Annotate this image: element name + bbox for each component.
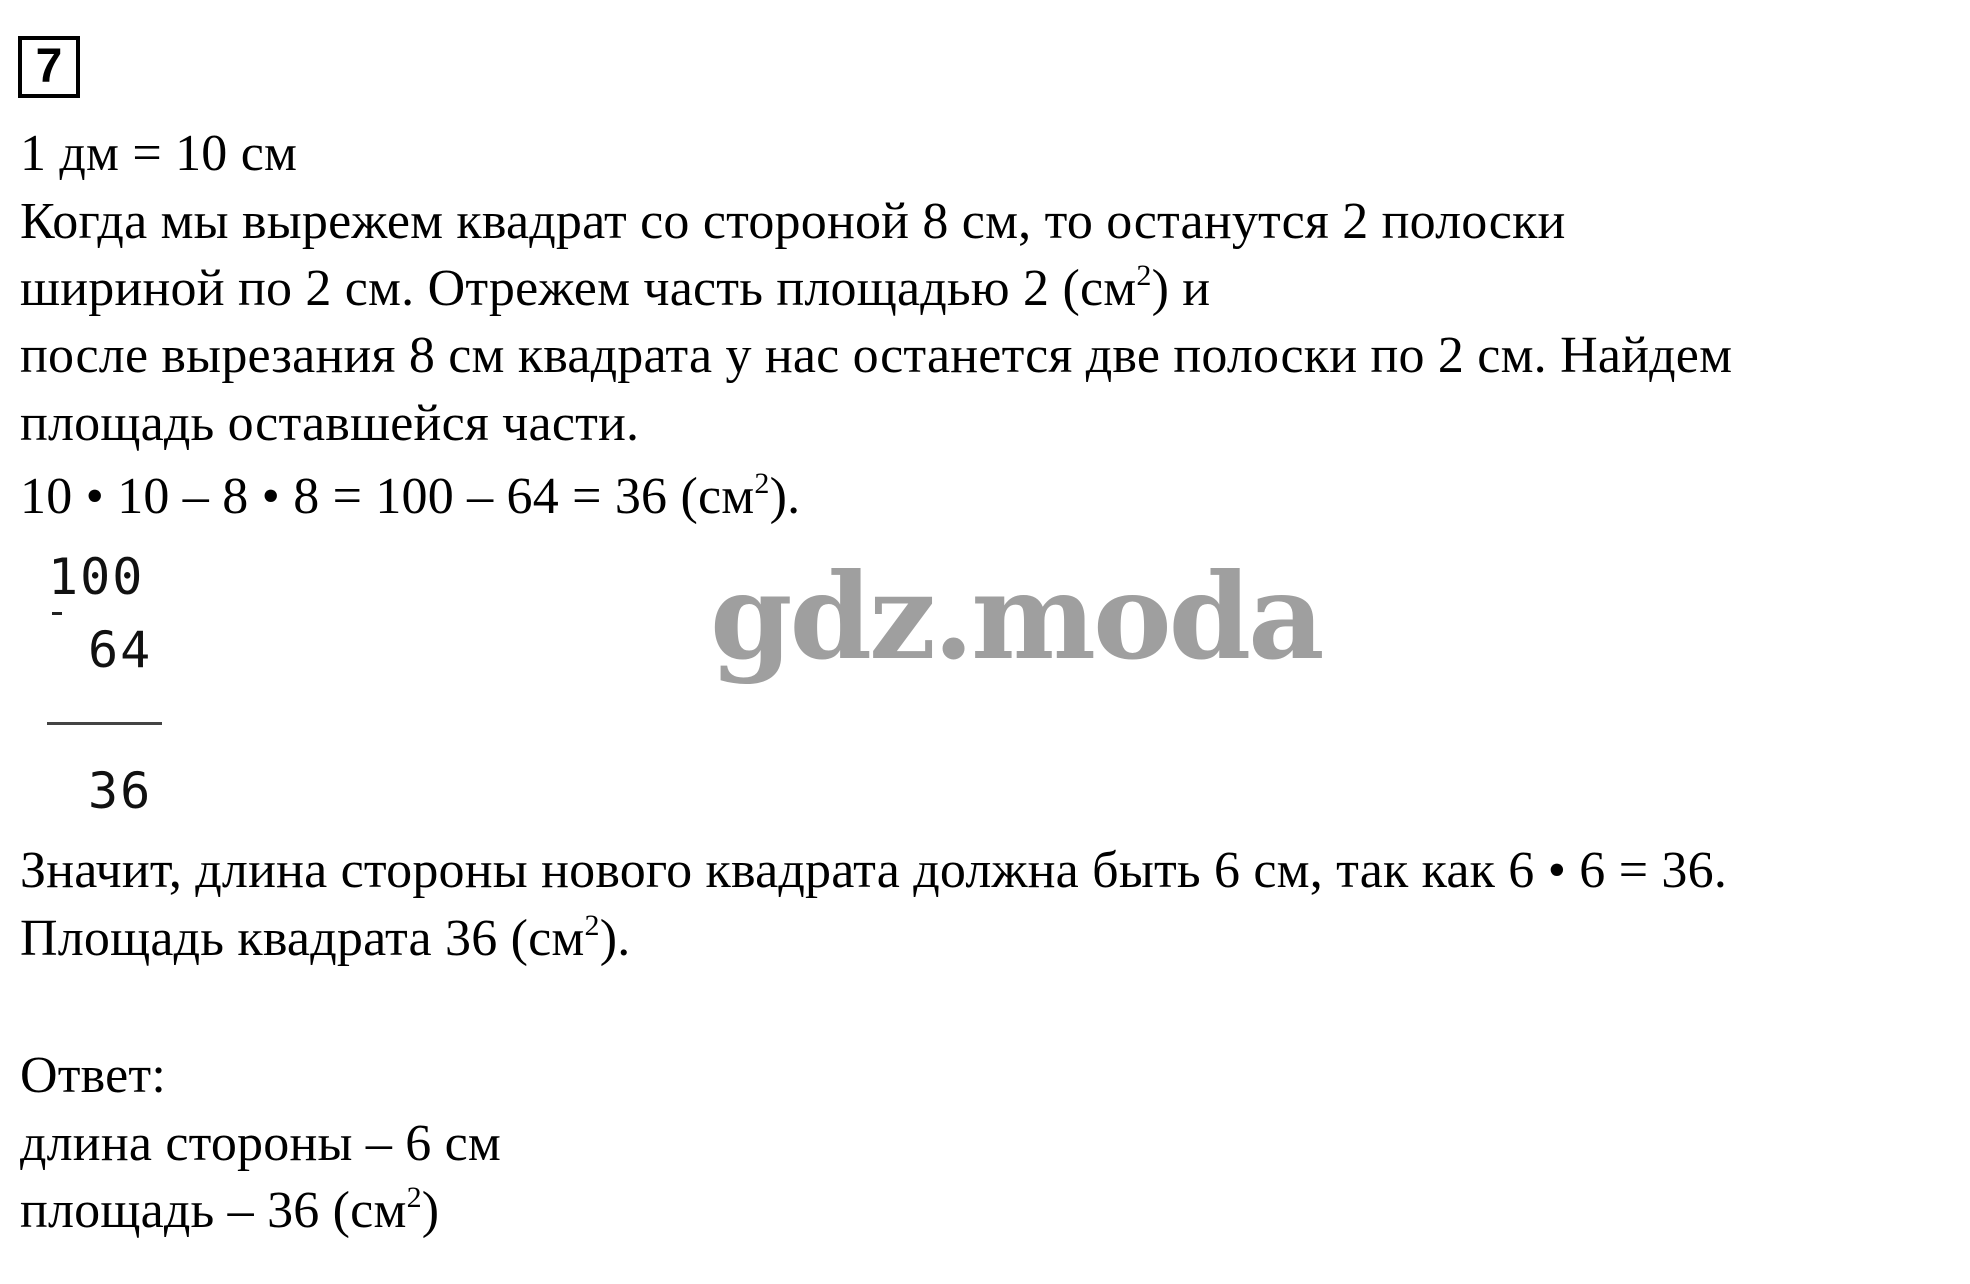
answer-area [20,1181,440,1239]
calculation-text: 10 • 10 – 8 • 8 = 100 – 64 = 36 (см [20,468,755,525]
calculation-line [20,467,801,525]
answer-area-end: ) [421,1182,440,1239]
solution-line-4: после вырезания 8 см квадрата у нас останется две полоски по 2 см. Найдем [20,327,1733,384]
conclusion-area-end: ). [599,910,631,967]
calculation-end: ). [769,468,801,525]
solution-line-3-end: ) и [1151,260,1211,317]
column-minuend: 100 [48,548,145,606]
conclusion-line-1: Значит, длина стороны нового квадрата должна быть 6 см, так как 6 • 6 = 36. [20,842,1728,899]
task-number-box: 7 [18,36,80,98]
answer-heading: Ответ: [20,1047,166,1104]
answer-area-text: площадь – 36 (см [20,1182,407,1239]
column-subtrahend: 64 [88,621,153,679]
superscript-2: 2 [406,1181,422,1214]
unit-conversion-line: 1 дм = 10 см [20,125,298,182]
solution-line-3-text: шириной по 2 см. Отрежем часть площадью 2 (см [20,260,1137,317]
conclusion-area-text: Площадь квадрата 36 (см [20,910,585,967]
solution-line-3 [20,259,1211,317]
column-minus-sign [52,612,62,615]
superscript-2: 2 [1136,259,1152,292]
answer-side-length: длина стороны – 6 см [20,1115,502,1172]
solution-line-2: Когда мы вырежем квадрат со стороной 8 см, то останутся 2 полоски [20,193,1566,250]
column-result-bar [47,722,162,725]
conclusion-line-2 [20,909,631,967]
column-result: 36 [88,762,153,820]
solution-line-5: площадь оставшейся части. [20,395,640,452]
superscript-2: 2 [754,467,770,500]
superscript-2: 2 [584,909,600,942]
site-watermark: gdz.moda [710,547,1322,686]
